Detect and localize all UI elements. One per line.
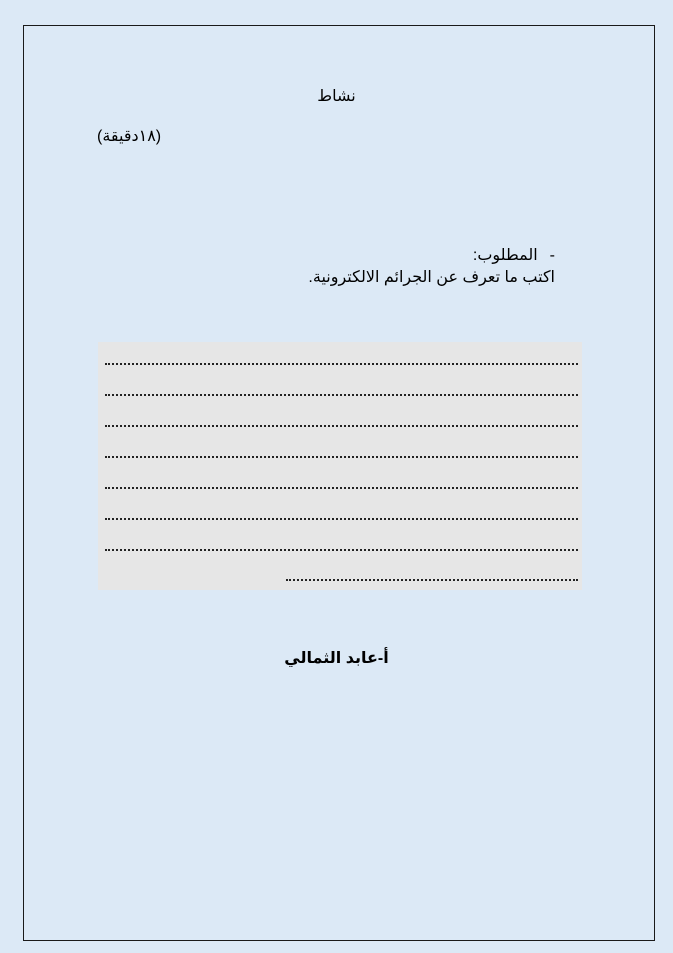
page-title: نشاط [317, 88, 356, 105]
required-section [135, 245, 555, 289]
instruction-text: اكتب ما تعرف عن الجرائم الالكترونية. [308, 269, 555, 286]
answer-line [105, 518, 578, 520]
duration-label: (١٨دقيقة) [97, 128, 162, 145]
answer-line [105, 394, 578, 396]
list-dash: - [549, 247, 555, 264]
answer-line [105, 487, 578, 489]
answer-line [286, 579, 578, 581]
answer-line [105, 549, 578, 551]
answer-line [105, 456, 578, 458]
required-label-row [135, 245, 555, 267]
required-label: المطلوب: [472, 247, 538, 264]
answer-area[interactable] [98, 342, 582, 590]
answer-line [105, 425, 578, 427]
author-name: أ-عابد الثمالي [284, 650, 389, 667]
answer-line [105, 363, 578, 365]
